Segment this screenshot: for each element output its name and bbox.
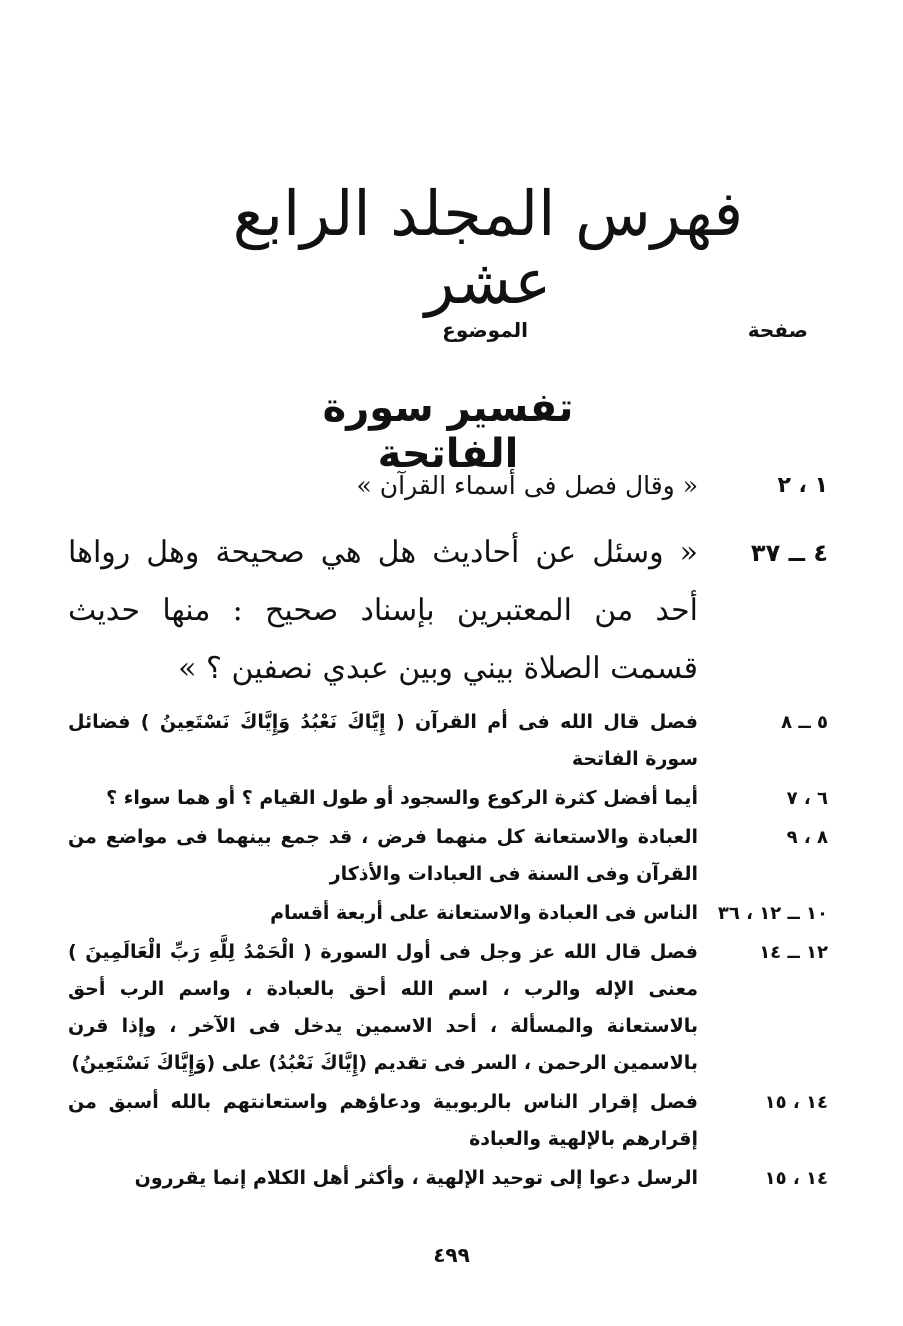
entry-pages: ٥ ــ ٨ xyxy=(781,712,828,733)
entry-text: « وقال فصل فى أسماء القرآن » xyxy=(356,471,698,500)
entry-pages: ٤ ــ ٣٧ xyxy=(750,539,828,567)
column-headers xyxy=(108,318,808,354)
entry-text: أيما أفضل كثرة الركوع والسجود أو طول القيام ؟ أو هما سواء ؟ xyxy=(106,787,698,809)
entry-pages: ١٤ ، ١٥ xyxy=(764,1092,828,1113)
entry-pages: ١٢ ــ ١٤ xyxy=(759,942,828,963)
page-number: ٤٩٩ xyxy=(433,1243,470,1267)
page-title: فهرس المجلد الرابع عشر xyxy=(232,177,744,319)
entry-pages: ٨ ، ٩ xyxy=(786,827,828,848)
entry-text: « وسئل عن أحاديث هل هي صحيحة وهل رواها أحد من المعتبرين بإسناد صحيح : منها حديث قسمت الصلاة بيني وبين عبدي نصفين ؟ » xyxy=(68,535,698,686)
index-entry xyxy=(68,819,828,893)
index-entry xyxy=(68,895,828,932)
entry-text: فصل قال الله فى أم القرآن ( إِيَّاكَ نَعْبُدُ وَإِيَّاكَ نَسْتَعِينُ ) فضائل سورة الفاتحة xyxy=(68,711,698,770)
index-entry xyxy=(68,780,828,817)
index-entry xyxy=(68,462,828,510)
entry-pages: ١٤ ، ١٥ xyxy=(764,1168,828,1189)
entry-text: العبادة والاستعانة كل منهما فرض ، قد جمع بينهما فى مواضع من القرآن وفى السنة فى العبادات والأذكار xyxy=(68,826,698,885)
entry-text: الرسل دعوا إلى توحيد الإلهية ، وأكثر أهل الكلام إنما يقررون xyxy=(134,1167,698,1189)
column-header-topic: الموضوع xyxy=(442,318,528,342)
entry-text: الناس فى العبادة والاستعانة على أربعة أقسام xyxy=(270,902,698,924)
entry-pages: ٦ ، ٧ xyxy=(786,788,828,809)
entry-pages: ١ ، ٢ xyxy=(777,473,828,498)
entry-text: فصل قال الله عز وجل فى أول السورة ( الْحَمْدُ لِلَّهِ رَبِّ الْعَالَمِينَ ) معنى الإله والرب ، اسم الله أحق بالعبادة ، واسم الرب أحق بالاستعانة والمسألة ، أحد الاسمين يدخل فى الآخر ، وإذا قرن بالاسمين الرحمن ، السر فى تقديم (إِيَّاكَ نَعْبُدُ) على (وَإِيَّاكَ نَسْتَعِينُ) xyxy=(68,941,698,1074)
index-entry xyxy=(68,1160,828,1197)
index-entries xyxy=(68,462,828,1199)
index-entry xyxy=(68,1084,828,1158)
entry-pages: ١٠ ــ ١٢ ، ٣٦ xyxy=(717,903,828,924)
column-header-page: صفحة xyxy=(747,318,808,342)
index-entry xyxy=(68,934,828,1082)
section-title: تفسير سورة الفاتحة xyxy=(322,385,574,477)
index-entry xyxy=(68,524,828,698)
index-entry xyxy=(68,704,828,778)
entry-text: فصل إقرار الناس بالربوبية ودعاؤهم واستعانتهم بالله أسبق من إقرارهم بالإلهية والعبادة xyxy=(68,1091,698,1150)
